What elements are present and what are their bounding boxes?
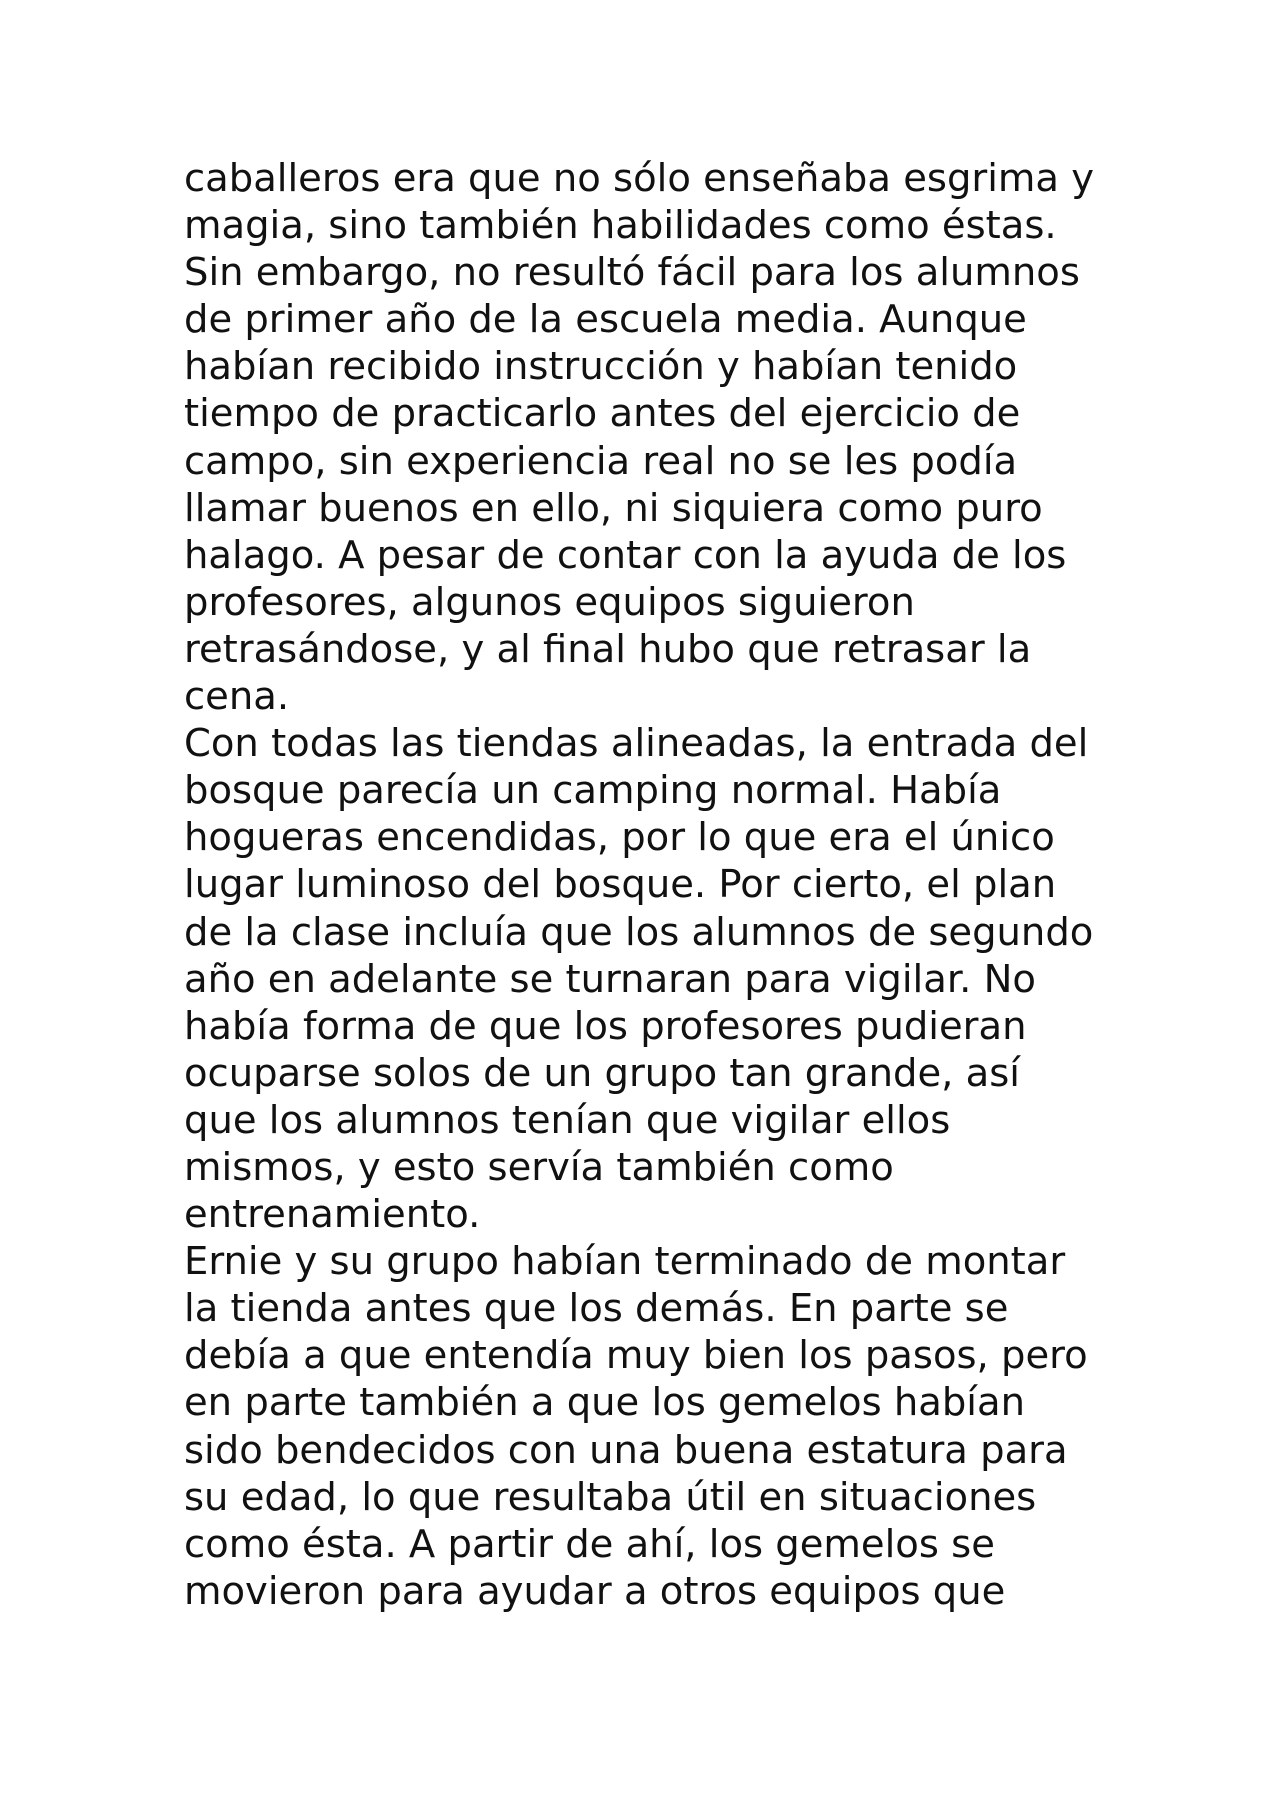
text-line: de la clase incluía que los alumnos de segundo [184,909,1094,955]
text-line: año en adelante se turnaran para vigilar. No [184,956,1036,1002]
text-line: en parte también a que los gemelos habían [184,1380,1025,1426]
text-line: Sin embargo, no resultó fácil para los alumnos [184,250,1080,296]
text-line: la tienda antes que los demás. En parte se [184,1286,1009,1332]
text-line: caballeros era que no sólo enseñaba esgrima y [184,156,1095,201]
text-line: tiempo de practicarlo antes del ejercicio de [184,391,1021,437]
text-line: movieron para ayudar a otros equipos que [184,1568,1006,1614]
text-line: halago. A pesar de contar con la ayuda de los [184,532,1067,578]
text-line: que los alumnos tenían que vigilar ellos [184,1097,951,1143]
text-line: habían recibido instrucción y habían tenido [184,344,1018,390]
text-line: Con todas las tiendas alineadas, la entrada del [184,721,1089,767]
text-line: cena. [184,674,290,720]
text-line: sido bendecidos con una buena estatura para [184,1427,1068,1473]
text-line: ocuparse solos de un grupo tan grande, así [184,1050,1020,1096]
text-line: llamar buenos en ello, ni siquiera como puro [184,485,1043,531]
text-line: magia, sino también habilidades como éstas. [184,203,1057,249]
text-line: había forma de que los profesores pudieran [184,1003,1027,1049]
text-line: mismos, y esto servía también como [184,1144,894,1190]
body-text [184,155,1144,1615]
text-line: retrasándose, y al final hubo que retrasar la [184,626,1032,672]
text-line: debía a que entendía muy bien los pasos, pero [184,1333,1088,1379]
text-line: Ernie y su grupo habían terminado de montar [184,1239,1066,1285]
text-line: profesores, algunos equipos siguieron [184,579,915,625]
text-line: como ésta. A partir de ahí, los gemelos se [184,1521,995,1567]
text-line: su edad, lo que resultaba útil en situaciones [184,1474,1037,1520]
text-line: hogueras encendidas, por lo que era el único [184,815,1055,861]
text-line: bosque parecía un camping normal. Había [184,768,1002,814]
text-line: campo, sin experiencia real no se les podía [184,438,1018,484]
text-line: de primer año de la escuela media. Aunque [184,297,1027,343]
text-line: lugar luminoso del bosque. Por cierto, el plan [184,862,1057,908]
text-line: entrenamiento. [184,1192,481,1238]
